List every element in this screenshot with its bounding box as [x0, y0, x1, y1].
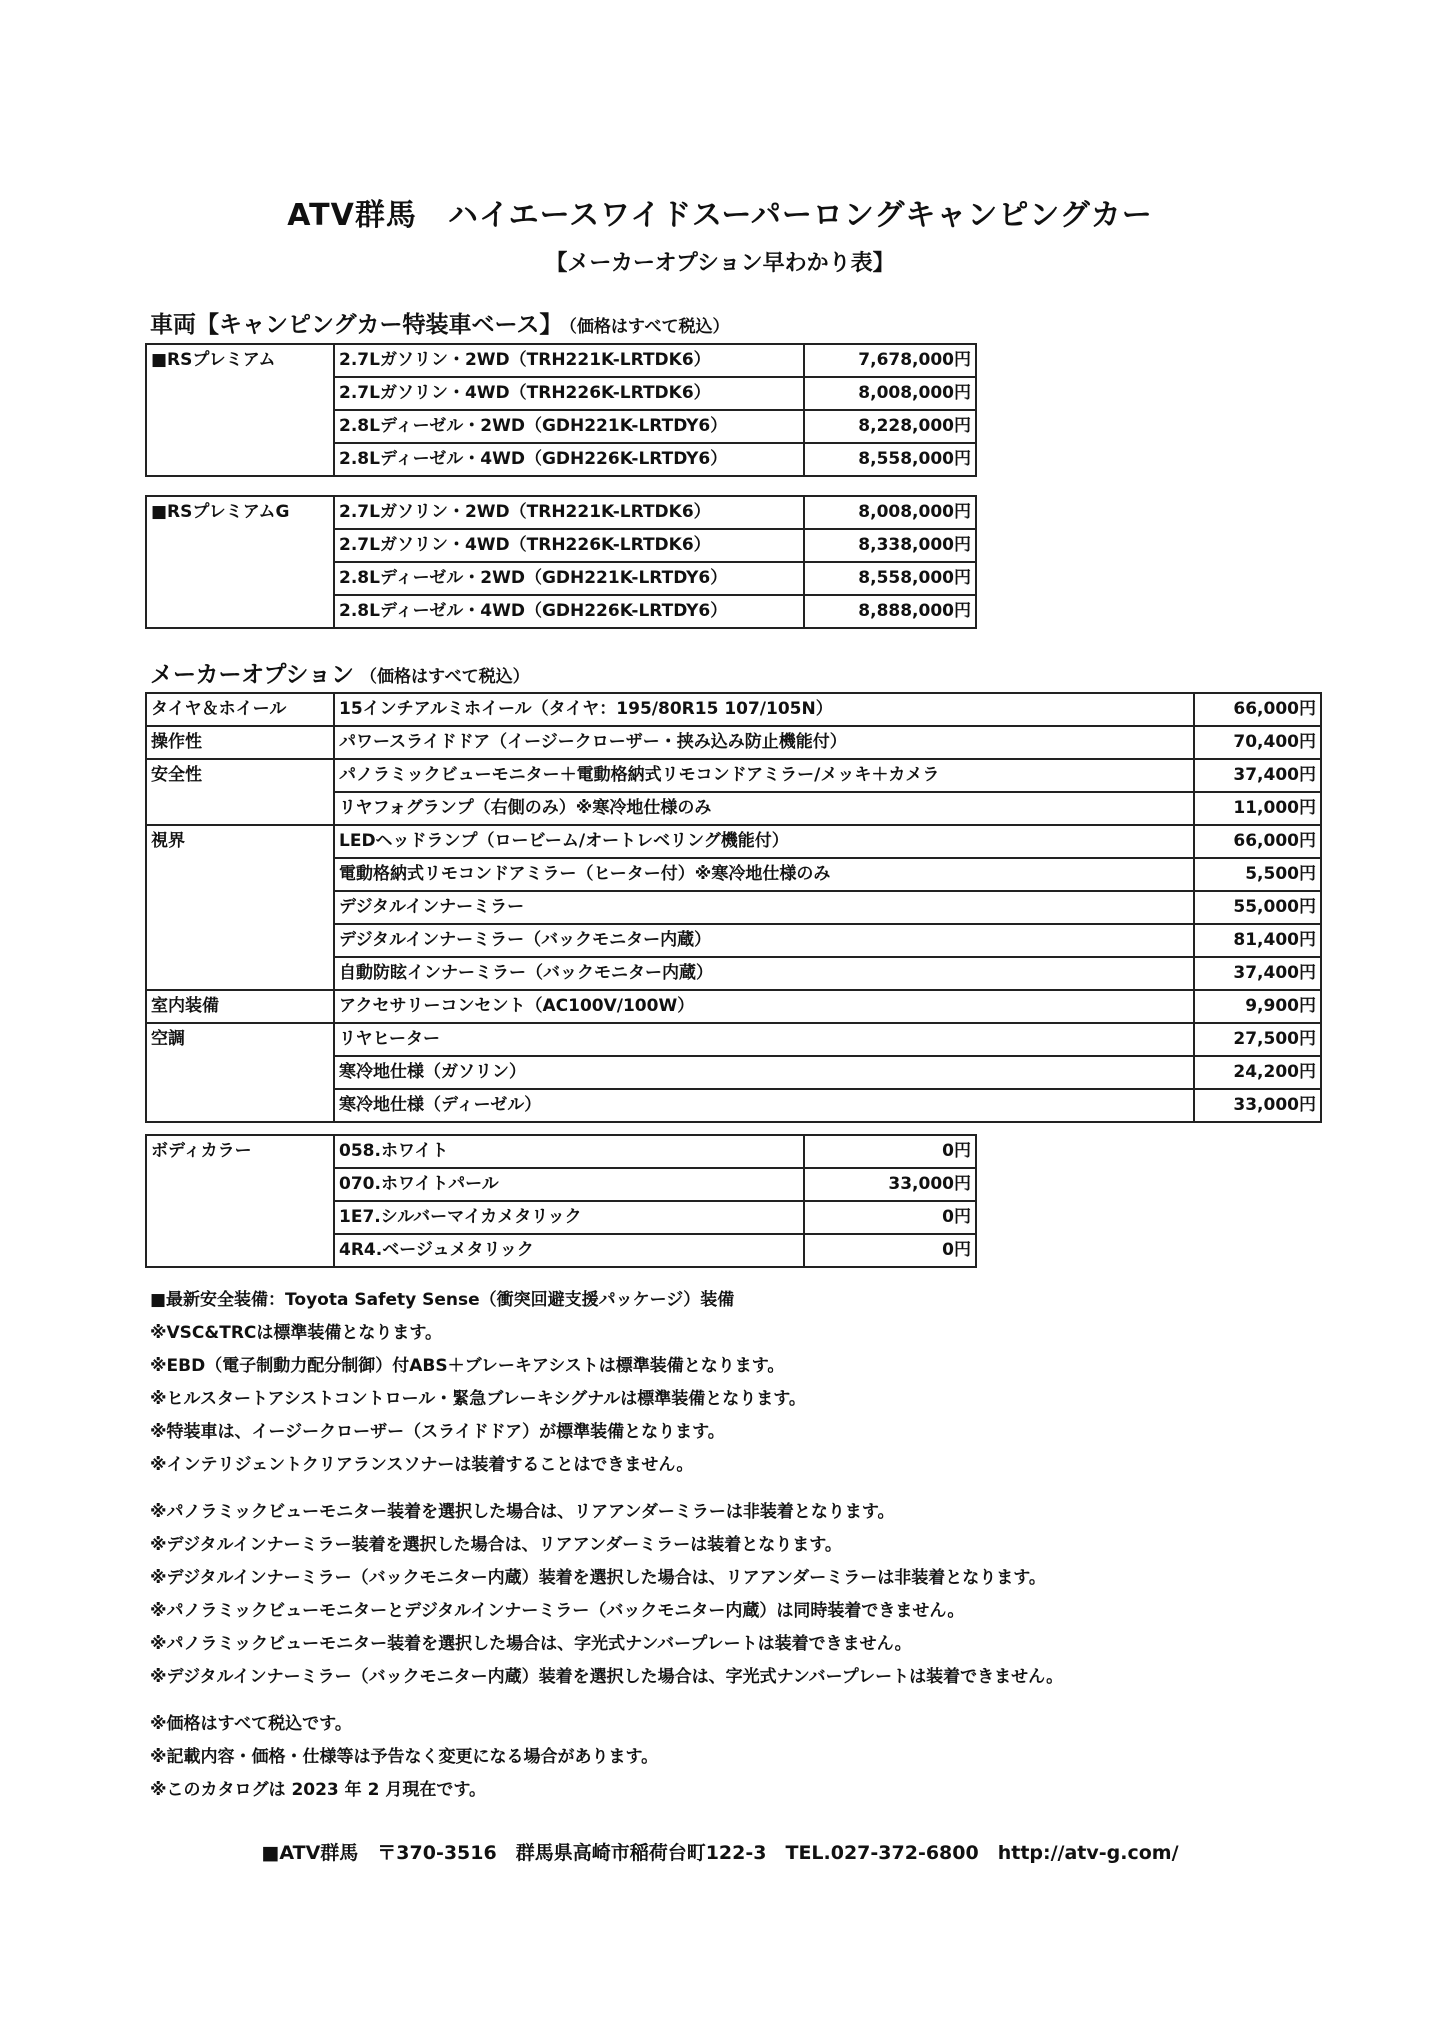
option-label: 寒冷地仕様（ディーゼル） — [334, 1089, 1194, 1122]
vehicle-section-heading — [150, 306, 730, 339]
options-section-heading — [150, 656, 530, 689]
option-price: 37,400円 — [1194, 957, 1321, 990]
note-line: ■最新安全装備：Toyota Safety Sense（衝突回避支援パッケージ）装備 — [150, 1290, 735, 1310]
page-title: ATV群馬 ハイエースワイドスーパーロングキャンピングカー — [287, 198, 1153, 233]
vehicle-spec: 2.8Lディーゼル・4WD（GDH226K-LRTDY6） — [334, 443, 804, 476]
option-compat-notes — [150, 1496, 1063, 1694]
table-row — [146, 825, 1321, 858]
option-price: 24,200円 — [1194, 1056, 1321, 1089]
vehicle-price: 8,338,000円 — [804, 529, 976, 562]
option-price: 9,900円 — [1194, 990, 1321, 1023]
option-price: 55,000円 — [1194, 891, 1321, 924]
table-row — [146, 726, 1321, 759]
option-price: 5,500円 — [1194, 858, 1321, 891]
vehicle-price: 8,008,000円 — [804, 496, 976, 529]
vehicle-spec: 2.7Lガソリン・4WD（TRH226K-LRTDK6） — [334, 529, 804, 562]
option-category: 視界 — [146, 825, 334, 990]
option-category: 室内装備 — [146, 990, 334, 1023]
grade-name: ■RSプレミアムG — [146, 496, 334, 628]
option-category: タイヤ＆ホイール — [146, 693, 334, 726]
note-line: ※パノラミックビューモニターとデジタルインナーミラー（バックモニター内蔵）は同時装着できません。 — [150, 1601, 965, 1621]
option-price: 11,000円 — [1194, 792, 1321, 825]
note-line: ※デジタルインナーミラー（バックモニター内蔵）装着を選択した場合は、字光式ナンバープレートは装着できません。 — [150, 1667, 1064, 1687]
vehicle-spec: 2.8Lディーゼル・2WD（GDH221K-LRTDY6） — [334, 410, 804, 443]
option-price: 27,500円 — [1194, 1023, 1321, 1056]
option-category: 空調 — [146, 1023, 334, 1122]
note-line: ※VSC&TRCは標準装備となります。 — [150, 1323, 443, 1343]
option-label: 寒冷地仕様（ガソリン） — [334, 1056, 1194, 1089]
color-price: 33,000円 — [804, 1168, 976, 1201]
color-price: 0円 — [804, 1234, 976, 1267]
table-row — [146, 990, 1321, 1023]
note-line: ※このカタログは 2023 年 2 月現在です。 — [150, 1780, 486, 1800]
maker-options-table — [145, 692, 1322, 1123]
color-price: 0円 — [804, 1135, 976, 1168]
page-subtitle: 【メーカーオプション早わかり表】 — [545, 251, 895, 276]
color-label: 070.ホワイトパール — [334, 1168, 804, 1201]
vehicle-price: 8,008,000円 — [804, 377, 976, 410]
vehicle-price: 8,888,000円 — [804, 595, 976, 628]
table-row — [146, 344, 976, 377]
note-line: ※EBD（電子制動力配分制御）付ABS＋ブレーキアシストは標準装備となります。 — [150, 1356, 785, 1376]
vehicle-price: 8,558,000円 — [804, 562, 976, 595]
vehicle-spec: 2.7Lガソリン・4WD（TRH226K-LRTDK6） — [334, 377, 804, 410]
option-label: LEDヘッドランプ（ロービーム/オートレベリング機能付） — [334, 825, 1194, 858]
option-price: 66,000円 — [1194, 693, 1321, 726]
option-label: 電動格納式リモコンドアミラー（ヒーター付）※寒冷地仕様のみ — [334, 858, 1194, 891]
table-row — [146, 759, 1321, 792]
vehicle-spec: 2.7Lガソリン・2WD（TRH221K-LRTDK6） — [334, 496, 804, 529]
vehicle-heading-note: （価格はすべて税込） — [568, 317, 730, 337]
note-line: ※特装車は、イージークローザー（スライドドア）が標準装備となります。 — [150, 1422, 725, 1442]
grade-name: ■RSプレミアム — [146, 344, 334, 476]
vehicle-spec: 2.7Lガソリン・2WD（TRH221K-LRTDK6） — [334, 344, 804, 377]
color-price: 0円 — [804, 1201, 976, 1234]
table-row — [146, 1023, 1321, 1056]
note-line: ※記載内容・価格・仕様等は予告なく変更になる場合があります。 — [150, 1747, 659, 1767]
option-price: 37,400円 — [1194, 759, 1321, 792]
option-category: 操作性 — [146, 726, 334, 759]
vehicle-table-rs-premium-g — [145, 495, 977, 629]
option-price: 33,000円 — [1194, 1089, 1321, 1122]
option-category: 安全性 — [146, 759, 334, 825]
option-price: 70,400円 — [1194, 726, 1321, 759]
note-line: ※インテリジェントクリアランスソナーは装着することはできません。 — [150, 1455, 694, 1475]
note-line: ※パノラミックビューモニター装着を選択した場合は、リアアンダーミラーは非装着となります。 — [150, 1502, 895, 1522]
option-label: リヤフォグランプ（右側のみ）※寒冷地仕様のみ — [334, 792, 1194, 825]
note-line: ※デジタルインナーミラー装着を選択した場合は、リアアンダーミラーは装着となります。 — [150, 1535, 842, 1555]
note-line: ※価格はすべて税込です。 — [150, 1714, 352, 1734]
note-line: ※パノラミックビューモニター装着を選択した場合は、字光式ナンバープレートは装着できません。 — [150, 1634, 912, 1654]
vehicle-price: 8,558,000円 — [804, 443, 976, 476]
footer-contact: ■ATV群馬 〒370-3516 群馬県高崎市稲荷台町122-3 TEL.027-372-6800 http://atv-g.com/ — [261, 1842, 1179, 1864]
note-line: ※デジタルインナーミラー（バックモニター内蔵）装着を選択した場合は、リアアンダーミラーは非装着となります。 — [150, 1568, 1046, 1588]
vehicle-table-rs-premium — [145, 343, 977, 477]
option-label: 自動防眩インナーミラー（バックモニター内蔵） — [334, 957, 1194, 990]
options-heading-note: （価格はすべて税込） — [360, 667, 530, 687]
vehicle-price: 8,228,000円 — [804, 410, 976, 443]
vehicle-heading-text: 車両【キャンピングカー特装車ベース】 — [150, 312, 563, 338]
table-row — [146, 693, 1321, 726]
option-price: 66,000円 — [1194, 825, 1321, 858]
color-label: 058.ホワイト — [334, 1135, 804, 1168]
vehicle-spec: 2.8Lディーゼル・4WD（GDH226K-LRTDY6） — [334, 595, 804, 628]
table-row — [146, 496, 976, 529]
safety-notes — [150, 1284, 806, 1482]
table-row — [146, 1135, 976, 1168]
option-label: パノラミックビューモニター＋電動格納式リモコンドアミラー/メッキ＋カメラ — [334, 759, 1194, 792]
option-label: デジタルインナーミラー（バックモニター内蔵） — [334, 924, 1194, 957]
vehicle-spec: 2.8Lディーゼル・2WD（GDH221K-LRTDY6） — [334, 562, 804, 595]
option-label: パワースライドドア（イージークローザー・挟み込み防止機能付） — [334, 726, 1194, 759]
color-label: 1E7.シルバーマイカメタリック — [334, 1201, 804, 1234]
body-color-table — [145, 1134, 977, 1268]
option-label: デジタルインナーミラー — [334, 891, 1194, 924]
body-color-category: ボディカラー — [146, 1135, 334, 1267]
option-label: アクセサリーコンセント（AC100V/100W） — [334, 990, 1194, 1023]
note-line: ※ヒルスタートアシストコントロール・緊急ブレーキシグナルは標準装備となります。 — [150, 1389, 806, 1409]
color-label: 4R4.ベージュメタリック — [334, 1234, 804, 1267]
options-heading-text: メーカーオプション — [150, 662, 355, 688]
option-label: 15インチアルミホイール（タイヤ：195/80R15 107/105N） — [334, 693, 1194, 726]
general-notes — [150, 1708, 658, 1807]
vehicle-price: 7,678,000円 — [804, 344, 976, 377]
option-label: リヤヒーター — [334, 1023, 1194, 1056]
option-price: 81,400円 — [1194, 924, 1321, 957]
